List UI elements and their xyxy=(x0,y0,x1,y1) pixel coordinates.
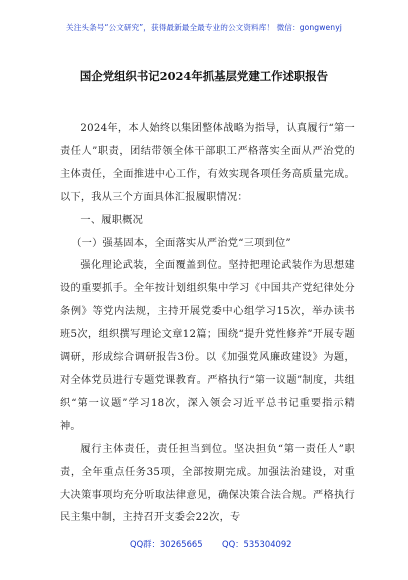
document-body xyxy=(60,118,355,530)
body-paragraph: 履行主体责任，责任担当到位。坚决担负“第一责任人”职责，全年重点任务35项，全部按期完成。加强法治建设，对重大决策事项均充分听取法律意见，确保决策合法合规。严格执行民主集中制，主持召开支委会22次，专 xyxy=(60,443,355,524)
intro-paragraph: 2024年，本人始终以集团整体战略为指导，认真履行“第一责任人”职责，团结带领全体干部职工严格落实全面从严治党的主体责任，全面推进中心工作，有效实现各项任务高质量完成。以下，我从三个方面具体汇报履职情况： xyxy=(60,123,355,203)
section-heading: 一、履职概况 xyxy=(80,214,144,226)
body-paragraph: 强化理论武装，全面覆盖到位。坚持把理论武装作为思想建设的重要抓手。全年按计划组织集中学习《中国共产党纪律处分条例》等党内法规，主持开展党委中心组学习15次，举办读书班5次，组织撰写理论文章12篇；围绕“提升党性修养”开展专题调研，形成综合调研报告3份。以《加强党风廉政建设》为题，对全体党员进行专题党课教育。严格执行“第一议题”制度，共组织“第一议题”学习18次，深入领会习近平总书记重要指示精神。 xyxy=(60,260,355,432)
subsection-heading: （一）强基固本，全面落实从严治党“三项到位” xyxy=(71,237,291,249)
promo-banner: 关注头条号“公文研究”，获得最新最全最专业的公文资料库！ 微信：gongwenyj xyxy=(66,23,342,32)
document-title: 国企党组织书记2024年抓基层党建工作述职报告 xyxy=(79,69,329,83)
contact-footer xyxy=(0,538,408,552)
qq-group-text: QQ群：30265665 xyxy=(130,539,203,549)
qq-number-text: QQ：535304092 xyxy=(222,539,292,549)
